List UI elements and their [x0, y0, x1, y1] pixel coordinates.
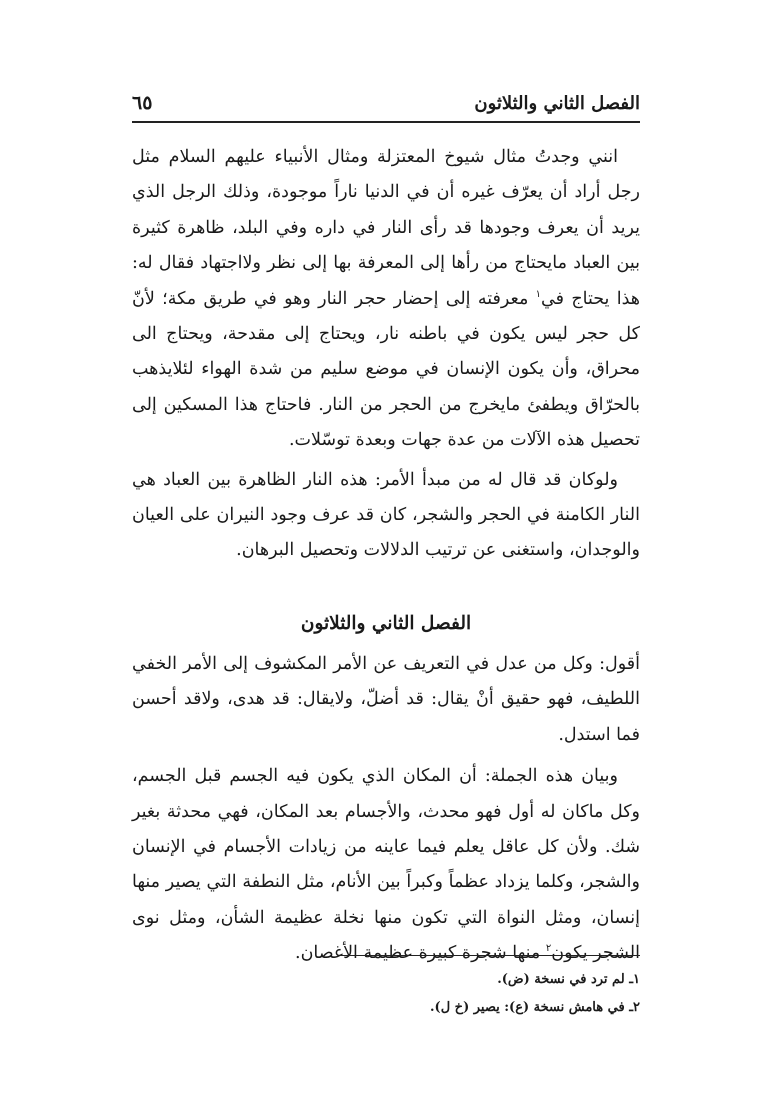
footnote-1: ١ـ لم ترد في نسخة (ض). [497, 972, 640, 987]
footnote-ref-2[interactable]: ٢ [545, 943, 552, 955]
main-text [132, 140, 640, 972]
paragraph-4 [132, 759, 640, 971]
paragraph-1-text: انني وجدتُ مثال شيوخ المعتزلة ومثال الأنبياء عليهم السلام مثل رجل أراد أن يعرّف غيره أن في الدنيا ناراً موجودة، وذلك الرجل الذي يريد أن يعرف وجودها قد رأى النار في داره وفي البلد، ظاهرة كثيرة بين العباد مايحتاج من رأها إلى المعرفة بها إلى نظر ولااجتهاد فقال له: هذا يحتاج في [132, 147, 640, 309]
section-heading: الفصل الثاني والثلاثون [300, 612, 472, 634]
header-rule [132, 121, 640, 123]
page-number: ٦٥ [132, 92, 153, 114]
chapter-title-header: الفصل الثاني والثلاثون [474, 92, 640, 114]
paragraph-1-text-cont: معرفته إلى إحضار حجر النار وهو في طريق مكة؛ لأنّ كل حجر ليس يكون في باطنه نار، ويحتاج إلى مقدحة، ويحتاج الى محراق، وأن يكون الإنسان في موضع سليم من شدة الهواء لئلايذهب بالحرّاق ويطفئ مايخرج من الحجر من النار. فاحتاج هذا المسكين إلى تحصيل هذه الآلات من عدة جهات وبعدة توسّلات. [132, 288, 640, 451]
paragraph-2: ولوكان قد قال له من مبدأ الأمر: هذه النار الظاهرة بين العباد هي النار الكامنة في الحجر والشجر، كان قد عرف وجود النيران على العيان والوجدان، واستغنى عن ترتيب الدلالات وتحصيل البرهان. [132, 469, 640, 561]
footnote-rule [340, 955, 640, 956]
footnotes [240, 966, 640, 1022]
paragraph-4-text: وبيان هذه الجملة: أن المكان الذي يكون فيه الجسم قبل الجسم، وكل ماكان له أول فهو محدث، والأجسام بعد المكان، فهي محدثة بغير شك. ولأن كل عاقل يعلم فيما عاينه من زيادات الأجسام في الإنسان والشجر، وكلما يزداد عظماً وكبراً بين الأنام، مثل النطفة التي يصير منها إنسان، ومثل النواة التي تكون منها نخلة عظيمة الشأن، ومثل نوى الشجر يكون [132, 766, 640, 964]
paragraph-4-text-cont: منها شجرة كبيرة عظيمة الأغصان. [295, 943, 546, 964]
running-header [132, 88, 640, 118]
footnote-ref-1[interactable]: ١ [535, 288, 542, 300]
paragraph-3: أقول: وكل من عدل في التعريف عن الأمر المكشوف إلى الأمر الخفي اللطيف، فهو حقيق أنْ يقال: قد أضلّ، ولايقال: قد هدى، ولاقد أحسن فما استدل. [132, 653, 640, 745]
paragraph-1 [132, 140, 640, 459]
footnote-2: ٢ـ في هامش نسخة (ع): يصير (خ ل). [430, 1000, 640, 1015]
